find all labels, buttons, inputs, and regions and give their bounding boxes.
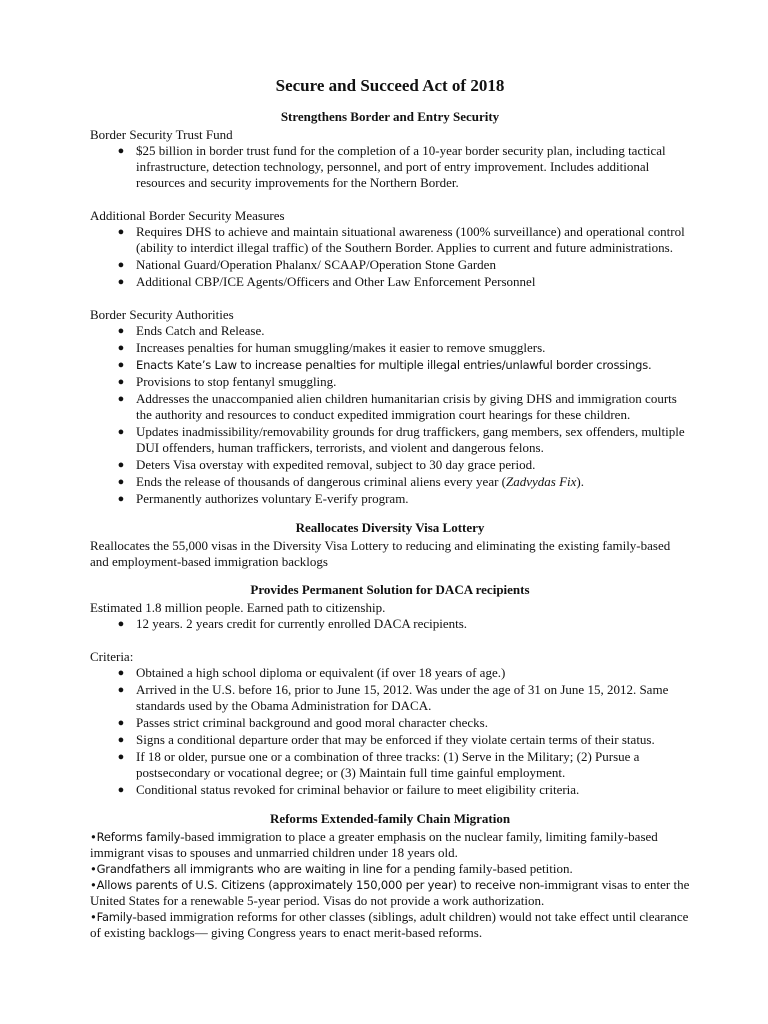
zadvydas-fix-italic: Zadvydas Fix (506, 474, 577, 489)
list-item (90, 732, 690, 748)
list-item-text: 12 years. 2 years credit for currently enrolled DACA recipients. (136, 616, 468, 631)
chain-paragraph-rest: a pending family-based petition. (401, 861, 573, 876)
list-item (90, 682, 690, 714)
list-item (90, 391, 690, 423)
list-item-text: Enacts Kate’s Law to increase penalties for multiple illegal entries/unlawful border crossings. (136, 358, 652, 372)
section-heading-border: Strengthens Border and Entry Security (280, 109, 500, 124)
daca-intro: Estimated 1.8 million people. Earned path to citizenship. (90, 600, 386, 615)
list-item (90, 357, 690, 373)
list-item-text: Ends Catch and Release. (136, 323, 265, 338)
bullet-icon: ● (117, 259, 125, 271)
chain-paragraph-rest: -based immigration reforms for other classes (siblings, adult children) would not take effect until clearance of existing backlogs— giving Congress years to enact merit-based reforms. (90, 909, 689, 940)
bullet-icon: ● (117, 684, 125, 696)
list-item (90, 491, 690, 507)
bullet-icon: ● (117, 493, 125, 505)
list-item-text: Requires DHS to achieve and maintain situational awareness (100% surveillance) and operational control (ability to interdict illegal traffic) of the Southern Border. Applies to current and future administrations. (136, 224, 685, 255)
list-item-text: Deters Visa overstay with expedited removal, subject to 30 day grace period. (136, 457, 536, 472)
list-item (90, 749, 690, 781)
list-item-text: Updates inadmissibility/removability grounds for drug traffickers, gang members, sex offenders, multiple DUI offenders, human traffickers, terrorists, and violent and dangerous felons. (136, 424, 685, 455)
list-item-text: Conditional status revoked for criminal behavior or failure to meet eligibility criteria. (136, 782, 580, 797)
bullet-icon: ● (117, 734, 125, 746)
criteria-label: Criteria: (90, 649, 134, 664)
section-heading-diversity: Reallocates Diversity Visa Lottery (295, 520, 485, 535)
authorities-list (90, 323, 690, 507)
list-item (90, 715, 690, 731)
section-heading-chain-migration: Reforms Extended-family Chain Migration (269, 811, 511, 826)
list-item-text: Obtained a high school diploma or equivalent (if over 18 years of age.) (136, 665, 506, 680)
list-item-text: $25 billion in border trust fund for the completion of a 10-year border security plan, including tactical infrastructure, detection technology, personnel, and port of entry improvement. Includes additional resources and security improvements for the Northern Border. (136, 143, 666, 190)
bullet-icon: ● (117, 276, 125, 288)
bullet-icon: ● (117, 667, 125, 679)
list-item (90, 457, 690, 473)
diversity-paragraph: Reallocates the 55,000 visas in the Diversity Visa Lottery to reducing and eliminating the existing family-based and employment-based immigration backlogs (90, 538, 671, 569)
list-item (90, 143, 690, 191)
zadvydas-tail: ). (576, 474, 585, 489)
list-item (90, 224, 690, 256)
chain-paragraph-lead: •Grandfathers all immigrants who are waiting in line for (90, 862, 402, 876)
bullet-icon: ● (117, 226, 125, 238)
chain-paragraph (90, 909, 690, 941)
chain-paragraph (90, 829, 690, 861)
list-item (90, 323, 690, 339)
subsection-label-trust-fund: Border Security Trust Fund (90, 127, 233, 142)
bullet-icon: ● (117, 717, 125, 729)
chain-paragraph (90, 861, 690, 877)
list-item (90, 340, 690, 356)
list-item (90, 374, 690, 390)
chain-paragraph-lead: •Family (90, 910, 133, 924)
chain-paragraph-rest: -immigrant visas to enter the United States for a renewable 5-year period. Visas do not provide a work authorization. (90, 877, 690, 908)
list-item (90, 257, 690, 273)
bullet-icon: ● (117, 784, 125, 796)
chain-paragraph-lead: •Reforms family (90, 830, 181, 844)
list-item-text: Additional CBP/ICE Agents/Officers and Other Law Enforcement Personnel (136, 274, 536, 289)
list-item (90, 616, 690, 632)
list-item-text: Passes strict criminal background and good moral character checks. (136, 715, 488, 730)
bullet-icon: ● (117, 476, 125, 488)
bullet-icon: ● (117, 376, 125, 388)
bullet-icon: ● (117, 342, 125, 354)
criteria-list (90, 665, 690, 798)
bullet-icon: ● (117, 145, 125, 157)
list-item-text: Addresses the unaccompanied alien children humanitarian crisis by giving DHS and immigration courts the authority and resources to conduct expedited immigration court hearings for these children. (136, 391, 677, 422)
document-title: Secure and Succeed Act of 2018 (275, 76, 505, 95)
section-heading-daca: Provides Permanent Solution for DACA recipients (250, 582, 530, 597)
list-item-text: Increases penalties for human smuggling/makes it easier to remove smugglers. (136, 340, 546, 355)
bullet-icon: ● (117, 325, 125, 337)
list-item-text: Ends the release of thousands of dangerous criminal aliens every year ( (136, 474, 507, 489)
trust-fund-list (90, 143, 690, 191)
list-item-text: If 18 or older, pursue one or a combination of three tracks: (1) Serve in the Military; (2) Pursue a postsecondary or vocational degree; or (3) Maintain full time gainful employment. (136, 749, 640, 780)
subsection-label-measures: Additional Border Security Measures (90, 208, 285, 223)
bullet-icon: ● (117, 751, 125, 763)
list-item (90, 474, 690, 490)
bullet-icon: ● (117, 359, 125, 371)
daca-list (90, 616, 690, 632)
bullet-icon: ● (117, 459, 125, 471)
bullet-icon: ● (117, 618, 125, 630)
chain-paragraph-lead: •Allows parents of U.S. Citizens (approximately 150,000 per year) to receive non (90, 878, 540, 892)
list-item-text: National Guard/Operation Phalanx/ SCAAP/Operation Stone Garden (136, 257, 496, 272)
subsection-label-authorities: Border Security Authorities (90, 307, 234, 322)
list-item (90, 782, 690, 798)
document-body (90, 76, 690, 941)
bullet-icon: ● (117, 393, 125, 405)
list-item-text: Signs a conditional departure order that may be enforced if they violate certain terms of their status. (136, 732, 655, 747)
list-item (90, 274, 690, 290)
list-item (90, 424, 690, 456)
measures-list (90, 224, 690, 290)
chain-paragraph-rest: -based immigration to place a greater emphasis on the nuclear family, limiting family-based immigrant visas to spouses and unmarried children under 18 years old. (90, 829, 658, 860)
list-item-text: Provisions to stop fentanyl smuggling. (136, 374, 337, 389)
list-item-text: Arrived in the U.S. before 16, prior to June 15, 2012. Was under the age of 31 on June 15, 2012. Same standards used by the Obama Administration for DACA. (136, 682, 669, 713)
bullet-icon: ● (117, 426, 125, 438)
list-item (90, 665, 690, 681)
chain-paragraph (90, 877, 690, 909)
list-item-text: Permanently authorizes voluntary E-verify program. (136, 491, 409, 506)
